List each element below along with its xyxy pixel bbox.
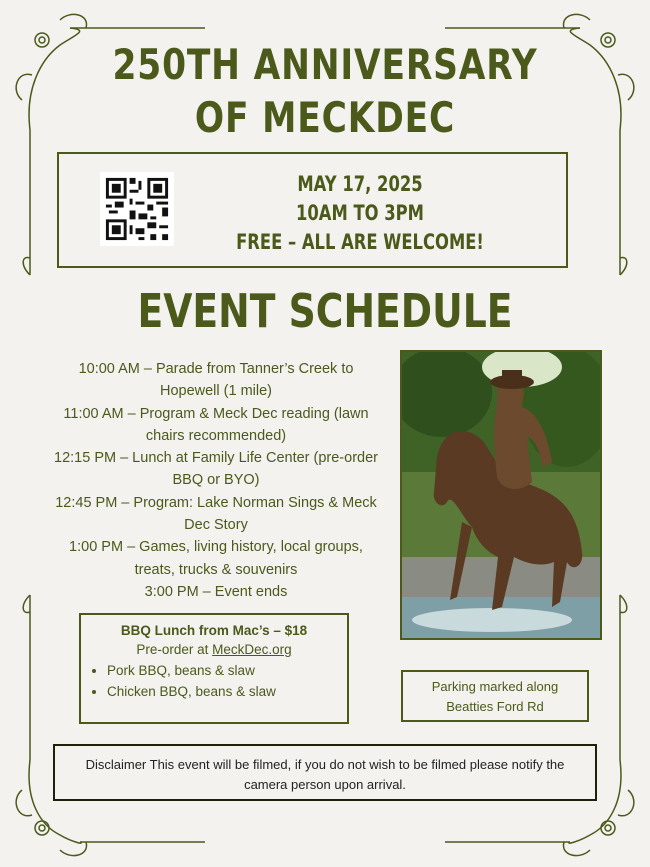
qr-code[interactable] [100,172,174,246]
event-time: 10AM TO 3PM [296,201,424,225]
schedule-line: 12:45 PM – Program: Lake Norman Sings & Meck [55,494,377,511]
bbq-preorder-label: Pre-order at [136,642,209,657]
disclaimer-box: Disclaimer This event will be filmed, if you do not wish to be filmed please notify the camera person upon arrival. [53,744,597,801]
horse-rider-statue-image [402,352,600,638]
schedule-line: BBQ or BYO) [172,472,260,489]
statue-photo [400,350,602,640]
schedule-line: Dec Story [184,517,248,534]
schedule-line: 3:00 PM – Event ends [144,583,288,600]
schedule-line: 11:00 AM – Program & Meck Dec reading (lawn [63,405,369,422]
schedule-line: chairs recommended) [145,427,287,444]
bbq-menu-list [81,660,347,702]
schedule-line: 12:15 PM – Lunch at Family Life Center (pre-order [54,450,378,467]
title-line-2: OF MECKDEC [194,93,456,142]
schedule-heading: EVENT SCHEDULE [137,284,513,338]
bbq-menu-item: • Pork BBQ, beans & slaw [107,660,347,681]
bbq-lunch-box [79,613,349,724]
parking-line-2: Beatties Ford Rd [446,699,544,714]
schedule-line: treats, trucks & souvenirs [134,561,298,578]
qr-code-graphic [100,172,174,246]
title-line-1: 250TH ANNIVERSARY [112,40,538,89]
schedule-line: 1:00 PM – Games, living history, local groups, [69,539,363,556]
event-date: MAY 17, 2025 [297,172,423,196]
bbq-heading: BBQ Lunch from Mac’s – $18 [120,623,308,638]
parking-box [401,670,589,722]
schedule-list [40,358,392,603]
parking-line-1: Parking marked along [431,679,559,694]
schedule-line: Hopewell (1 mile) [159,383,272,400]
bbq-preorder [81,642,347,657]
bbq-preorder-link[interactable]: MeckDec.org [212,642,292,657]
bbq-menu-item: • Chicken BBQ, beans & slaw [107,681,347,702]
event-price: FREE – ALL ARE WELCOME! [236,230,484,254]
schedule-line: 10:00 AM – Parade from Tanner’s Creek to [78,361,354,377]
